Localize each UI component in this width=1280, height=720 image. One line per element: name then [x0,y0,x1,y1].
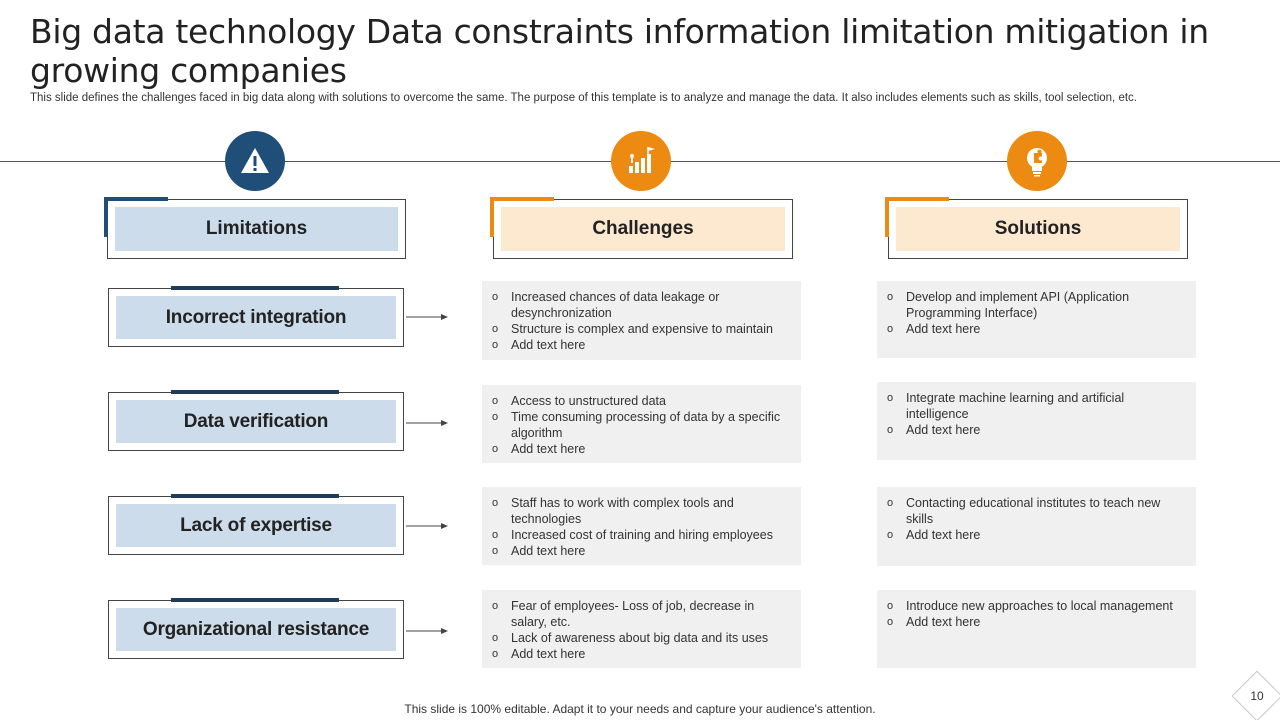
list-item: o Add text here [887,422,1186,438]
growth-chart-icon [611,131,671,191]
challenges-box [482,281,801,360]
list-item: o Lack of awareness about big data and its uses [492,630,791,646]
header-label: Solutions [896,207,1180,251]
accent-bar [171,390,339,394]
list-item: o Access to unstructured data [492,393,791,409]
limitation-incorrect-integration [108,288,404,347]
challenges-box [482,487,801,565]
list-item: o Contacting educational institutes to teach new skills [887,495,1186,527]
header-label: Limitations [115,207,398,251]
challenges-box [482,385,801,463]
solutions-box [877,590,1196,668]
list-item: o Add text here [887,321,1186,337]
header-label: Challenges [501,207,785,251]
list-item: o Add text here [887,614,1186,630]
accent-bar [171,598,339,602]
list-item: o Add text here [492,646,791,662]
header-solutions [888,199,1188,259]
limitation-label: Data verification [116,400,396,443]
header-limitations [107,199,406,259]
accent-bar [171,286,339,290]
challenges-box [482,590,801,668]
list-item: o Add text here [887,527,1186,543]
solutions-box [877,487,1196,566]
page-number: 10 [1250,689,1264,703]
solutions-box [877,281,1196,358]
footer-note: This slide is 100% editable. Adapt it to your needs and capture your audience's attention. [404,702,876,716]
arrow-right-icon [406,418,448,428]
slide-title: Big data technology Data constraints information limitation mitigation in growing companies [30,12,1209,90]
limitation-organizational-resistance [108,600,404,659]
accent-bar [171,494,339,498]
limitation-label: Incorrect integration [116,296,396,339]
list-item: o Time consuming processing of data by a specific algorithm [492,409,791,441]
solutions-box [877,382,1196,460]
list-item: o Introduce new approaches to local management [887,598,1186,614]
limitation-label: Lack of expertise [116,504,396,547]
lightbulb-icon [1007,131,1067,191]
warning-icon [225,131,285,191]
arrow-right-icon [406,312,448,322]
list-item: o Add text here [492,543,791,559]
slide-subtitle: This slide defines the challenges faced in big data along with solutions to overcome the same. The purpose of this template is to analyze and manage the data. It also includes elements such as skills, tool selection, etc. [30,92,1137,104]
list-item: o Add text here [492,337,791,353]
limitation-lack-of-expertise [108,496,404,555]
list-item: o Staff has to work with complex tools and technologies [492,495,791,527]
limitation-label: Organizational resistance [116,608,396,651]
list-item: o Increased cost of training and hiring employees [492,527,791,543]
header-challenges [493,199,793,259]
list-item: o Fear of employees- Loss of job, decrease in salary, etc. [492,598,791,630]
list-item: o Add text here [492,441,791,457]
list-item: o Increased chances of data leakage or desynchronization [492,289,791,321]
list-item: o Integrate machine learning and artificial intelligence [887,390,1186,422]
arrow-right-icon [406,626,448,636]
list-item: o Develop and implement API (Application Programming Interface) [887,289,1186,321]
list-item: o Structure is complex and expensive to maintain [492,321,791,337]
arrow-right-icon [406,521,448,531]
limitation-data-verification [108,392,404,451]
